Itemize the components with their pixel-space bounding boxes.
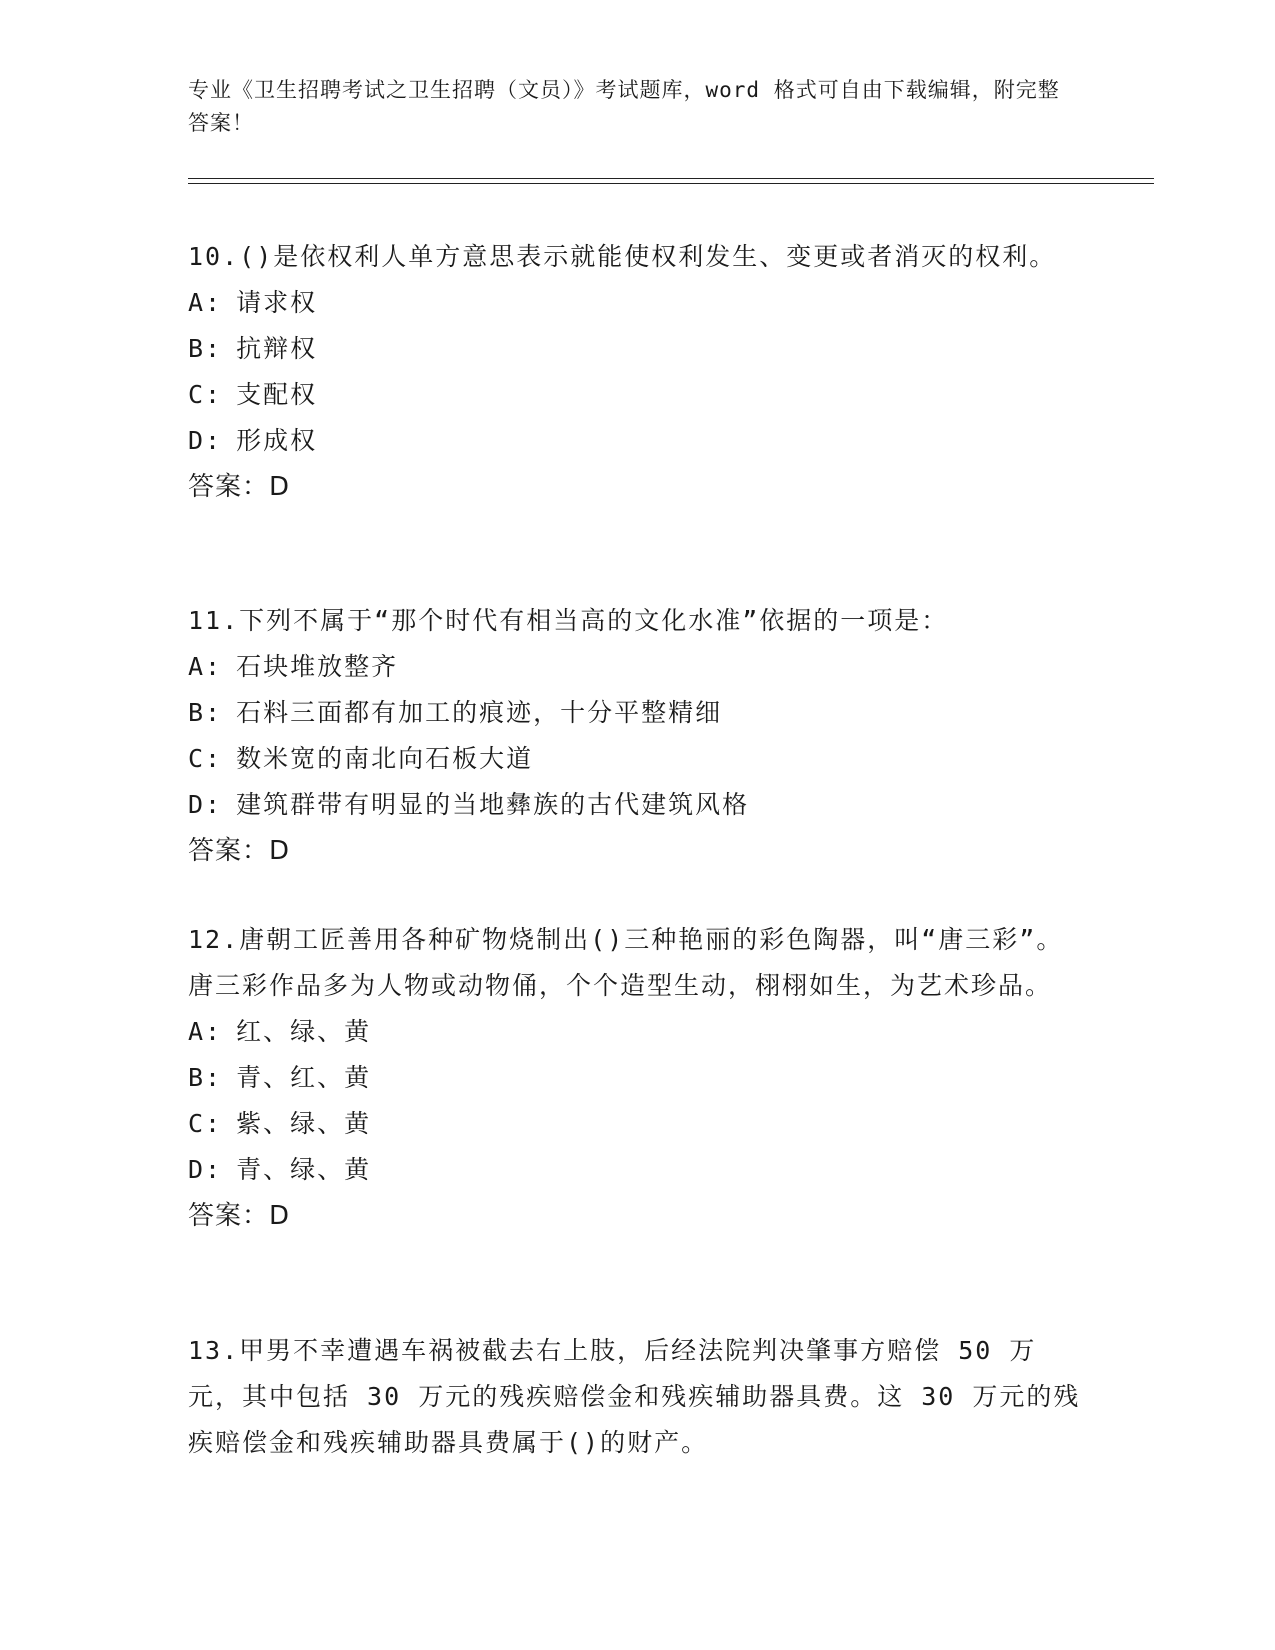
option-text: 青、红、黄 — [236, 1063, 372, 1092]
option-list — [188, 280, 1088, 464]
question-stem: 13.甲男不幸遭遇车祸被截去右上肢，后经法院判决肇事方赔偿 50 万元，其中包括 30 万元的残疾赔偿金和残疾辅助器具费。这 30 万元的残疾赔偿金和残疾辅助器具费属于()的财产。 — [188, 1336, 1081, 1457]
option-d — [188, 782, 1088, 828]
question-stem: 10.()是依权利人单方意思表示就能使权利发生、变更或者消灭的权利。 — [188, 242, 1057, 271]
question-13 — [188, 1328, 1088, 1466]
option-a — [188, 644, 1088, 690]
option-text: 石料三面都有加工的痕迹，十分平整精细 — [236, 698, 723, 727]
option-letter: D: — [188, 1155, 223, 1184]
option-letter: C: — [188, 380, 223, 409]
option-letter: C: — [188, 1109, 223, 1138]
option-list — [188, 1009, 1088, 1193]
option-text: 红、绿、黄 — [236, 1017, 372, 1046]
question-11 — [188, 598, 1088, 874]
option-letter: B: — [188, 698, 223, 727]
option-letter: A: — [188, 1017, 223, 1046]
question-stem: 12.唐朝工匠善用各种矿物烧制出()三种艳丽的彩色陶器，叫“唐三彩”。唐三彩作品多为人物或动物俑，个个造型生动，栩栩如生，为艺术珍品。 — [188, 925, 1064, 1000]
option-a — [188, 280, 1088, 326]
option-text: 支配权 — [236, 380, 318, 409]
option-list — [188, 644, 1088, 828]
answer-line: 答案：D — [188, 472, 291, 502]
option-letter: B: — [188, 334, 223, 363]
option-c — [188, 1101, 1088, 1147]
option-text: 抗辩权 — [236, 334, 318, 363]
option-text: 数米宽的南北向石板大道 — [236, 744, 534, 773]
question-12 — [188, 917, 1088, 1239]
option-a — [188, 1009, 1088, 1055]
option-text: 青、绿、黄 — [236, 1155, 372, 1184]
option-text: 建筑群带有明显的当地彝族的古代建筑风格 — [236, 790, 750, 819]
option-b — [188, 1055, 1088, 1101]
option-d — [188, 1147, 1088, 1193]
option-letter: A: — [188, 288, 223, 317]
option-letter: D: — [188, 426, 223, 455]
option-c — [188, 372, 1088, 418]
option-text: 紫、绿、黄 — [236, 1109, 372, 1138]
question-10 — [188, 234, 1088, 510]
option-letter: D: — [188, 790, 223, 819]
header-divider-bottom — [188, 183, 1154, 184]
option-b — [188, 326, 1088, 372]
question-stem: 11.下列不属于“那个时代有相当高的文化水准”依据的一项是： — [188, 606, 949, 635]
option-letter: A: — [188, 652, 223, 681]
document-header-note: 专业《卫生招聘考试之卫生招聘（文员）》考试题库，word 格式可自由下载编辑，附完整答案！ — [188, 78, 1060, 135]
answer-line: 答案：D — [188, 836, 291, 866]
option-text: 形成权 — [236, 426, 318, 455]
option-letter: B: — [188, 1063, 223, 1092]
option-b — [188, 690, 1088, 736]
option-letter: C: — [188, 744, 223, 773]
header-divider-top — [188, 178, 1154, 179]
option-text: 请求权 — [236, 288, 318, 317]
option-text: 石块堆放整齐 — [236, 652, 399, 681]
option-c — [188, 736, 1088, 782]
option-d — [188, 418, 1088, 464]
answer-line: 答案：D — [188, 1201, 291, 1231]
